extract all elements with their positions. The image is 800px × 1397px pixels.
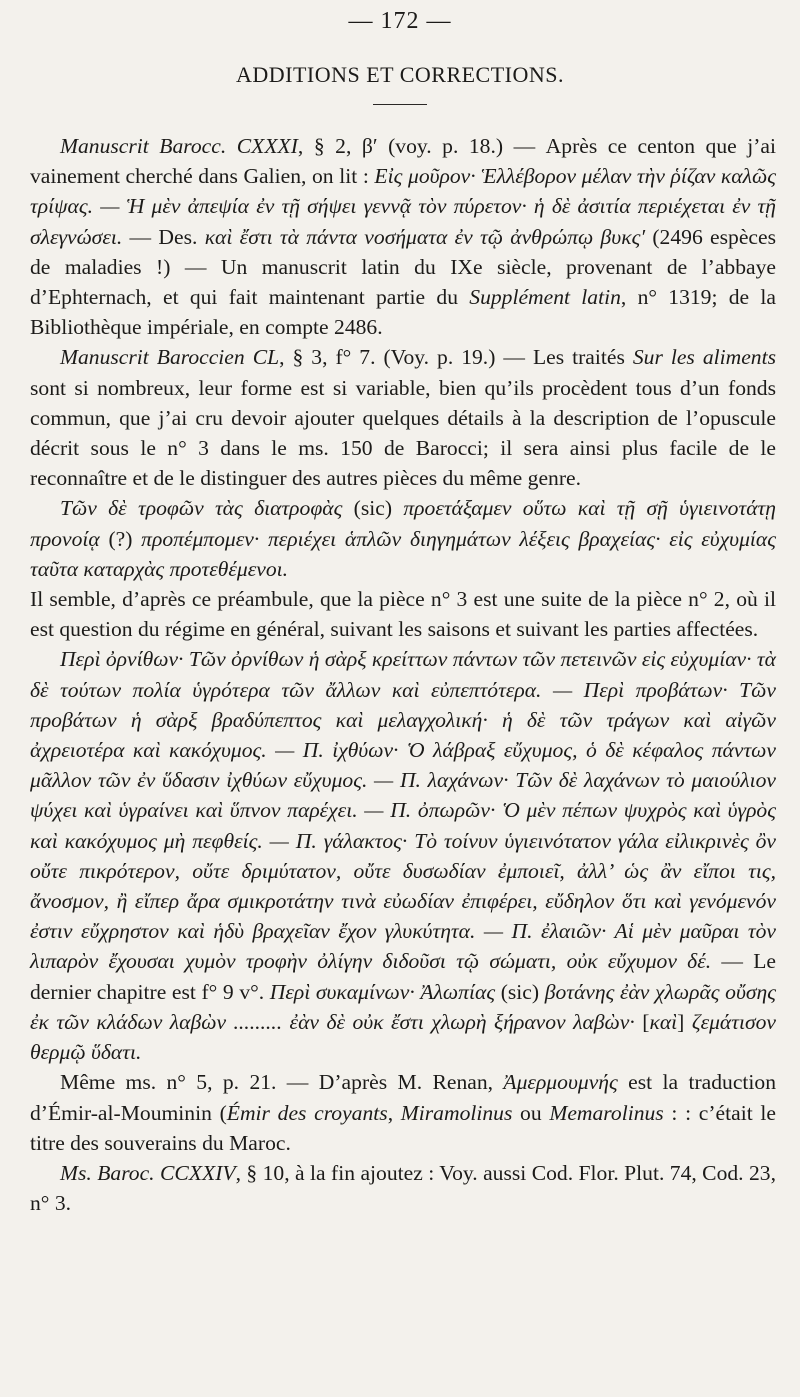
paragraph-barocc-ccxxiv xyxy=(30,1158,776,1218)
text-run: sont si nombreux, leur forme est si variable, bien qu’ils procèdent tous d’un fonds commun, que j’ai cru devoir ajouter quelques détails à la description de l’opuscule décrit sous le n° 3 dans le ms. 150 de Barocci; il sera ainsi plus facile de le reconnaître et de le distinguer des autres pièces du même genre. xyxy=(30,375,776,491)
text-run: , § 3, f° 7. (Voy. p. 19.) — Les traités xyxy=(279,345,633,370)
text-run: — Des. xyxy=(122,224,205,249)
text-run: est la traduction d’Émir-al-Mouminin ( xyxy=(30,1070,776,1125)
text-run: , n° 1319; de la Bibliothèque impériale, en compte 2486. xyxy=(30,285,776,340)
text-run: Même ms. n° 5, p. 21. — D’après M. Renan, xyxy=(60,1070,504,1095)
section-heading: ADDITIONS ET CORRECTIONS. xyxy=(235,62,565,87)
italic-run: ζεμάτισον θερμῷ ὕδατι. xyxy=(30,1009,777,1065)
heading-rule xyxy=(373,104,427,105)
paragraph-barocc-cxxxi xyxy=(30,131,776,342)
text-run: Il semble, d’après ce préambule, que la pièce n° 3 est une suite de la pièce n° 2, où il est question du régime en général, suivant les saisons et suivant les parties affectées. xyxy=(30,587,776,642)
text-run: : : c’était le titre des souverains du Maroc. xyxy=(30,1100,776,1155)
text-run: (?) xyxy=(99,526,142,551)
text-run: , § 2, β′ (voy. p. 18.) — Après ce centon que j’ai vainement cherché dans Galien, on lit : xyxy=(30,134,776,189)
paragraph-barocc-cl xyxy=(30,342,776,493)
paragraph-greek-preamble xyxy=(30,493,776,584)
italic-run: καὶ ἔστι τὰ πάντα νοσήματα ἐν τῷ ἀνθρώπῳ βυκς′ xyxy=(204,224,646,249)
italic-run: βοτάνης ἐὰν χλωρᾶς οὔσης ἐκ τῶν κλάδων λαβὼν ......... ἐὰν δὲ οὐκ ἔστι χλωρὴ ξήρανον λαβὼν· xyxy=(30,979,777,1034)
italic-run: Manuscrit Barocc. xyxy=(60,134,237,158)
text-run: [ xyxy=(634,1009,650,1034)
italic-run: Émir des croyants xyxy=(226,1100,388,1125)
italic-run: προπέμπομεν· περιέχει ἁπλῶν διηγημάτων λέξεις βραχείας· εἰς εὐχυμίας ταῦτα καταρχὰς προτεθέμενοι. xyxy=(30,526,776,581)
text-run: (sic) xyxy=(495,979,545,1004)
italic-run: Memarolinus xyxy=(549,1100,664,1125)
italic-run: CXXXI xyxy=(236,134,298,158)
italic-run: Εἰς μοῦρον· Ἑλλέβορον μέλαν τὴν ῥίζαν καλῶς τρίψας. — Ἡ μὲν ἀπεψία ἐν τῇ σήψει γεννᾷ τὸν πύρετον· ἡ δὲ ἀσιτία περιέχεται ἐν τῇ σλεγνώσει. xyxy=(30,164,776,249)
italic-run: CL xyxy=(252,345,280,370)
italic-run: καὶ xyxy=(649,1009,678,1034)
italic-run: προετάξαμεν οὕτω καὶ τῇ σῇ ὑγιεινοτάτῃ προνοίᾳ xyxy=(30,496,776,551)
text-body xyxy=(30,131,776,1218)
text-run: ] xyxy=(677,1009,692,1034)
italic-run: Ms. Baroc. xyxy=(60,1160,161,1185)
paragraph-meme-ms xyxy=(30,1067,776,1158)
text-run: — Le dernier chapitre est f° 9 v°. xyxy=(30,949,776,1004)
italic-run: Περὶ ὀρνίθων· Τῶν ὀρνίθων ἡ σὰρξ κρείττων πάντων τῶν πετεινῶν εἰς εὐχυμίαν· τὰ δὲ τούτων πολία ὑγρότερα τῶν ἄλλων καὶ εὐπεπτότερα. — Περὶ προβάτων· Τῶν προβάτων ἡ σὰρξ βραδύπεπτος καὶ μελαγχολική· ἡ δὲ τῶν τράγων καὶ αἰγῶν ἀχρειοτέρα καὶ κακόχυμος. — Π. ἰχθύων· Ὁ λάβραξ εὔχυμος, ὁ δὲ κέφαλος πάντων μᾶλλον τῶν ἐν ὕδασιν ἰχθύων εὔχυμος. — Π. λαχάνων· Τῶν δὲ λαχάνων τὸ μαιούλιον ψύχει καὶ ὑγραίνει καὶ ὕπνον παρέχει. — Π. ὀπωρῶν· Ὁ μὲν πέπων ψυχρὸς καὶ ὑγρὸς καὶ κακόχυμος μὴ πεφθείς. — Π. γάλακτος· Τὸ τοίνυν ὑγιεινότατον γάλα εἰλικρινὲς ὂν οὔτε πικρότερον, οὔτε δριμύτατον, οὔτε δυσωδίαν ἐμποιεῖ, ἀλλ’ ὡς ἂν εἴποι τις, ἄνοσμον, ἢ εἴπερ ἄρα σμικροτάτην τινὰ εὐωδίαν ἐπιφέρει, εὔδηλον ὅτι καὶ γενόμενόν ἐστιν εὔχρηστον καὶ ἡδὺ βραχεῖαν ἔχον γλυκύτητα. — Π. ἐλαιῶν· Αἱ μὲν μαῦραι τὸν λιπαρὸν ἔχουσαι χυμὸν τροφὴν ὀλίγην διδοῦσι τῷ σώματι, οὐκ εὔχυμον δέ. xyxy=(30,647,776,974)
italic-run: Ἀμερμουμνής xyxy=(503,1070,618,1095)
text-run: (sic) xyxy=(342,496,404,521)
italic-run: Supplément latin xyxy=(469,285,621,310)
italic-run: Sur les aliments xyxy=(632,345,776,370)
italic-run: Manuscrit Baroccien xyxy=(60,345,253,370)
italic-run: Περὶ συκαμίνων· Ἀλωπίας xyxy=(269,979,496,1004)
page-number: — 172 — xyxy=(348,8,452,34)
text-run: , xyxy=(387,1100,401,1125)
text-run: , § 10, à la fin ajoutez : Voy. aussi Cod. Flor. Plut. 74, Cod. 23, n° 3. xyxy=(30,1160,776,1216)
paragraph-commentary xyxy=(30,584,776,644)
italic-run: CCXXIV xyxy=(160,1160,236,1185)
paragraph-greek-chapters xyxy=(30,644,776,1067)
italic-run: Τῶν δὲ τροφῶν τὰς διατροφὰς xyxy=(60,496,343,521)
italic-run: Miramolinus xyxy=(400,1100,513,1125)
text-run: (2496 espèces de maladies !) — Un manuscrit latin du IXe siècle, provenant de l’abbaye d’Ephternach, et qui fait maintenant partie du xyxy=(30,224,776,310)
text-run: ou xyxy=(512,1100,550,1125)
